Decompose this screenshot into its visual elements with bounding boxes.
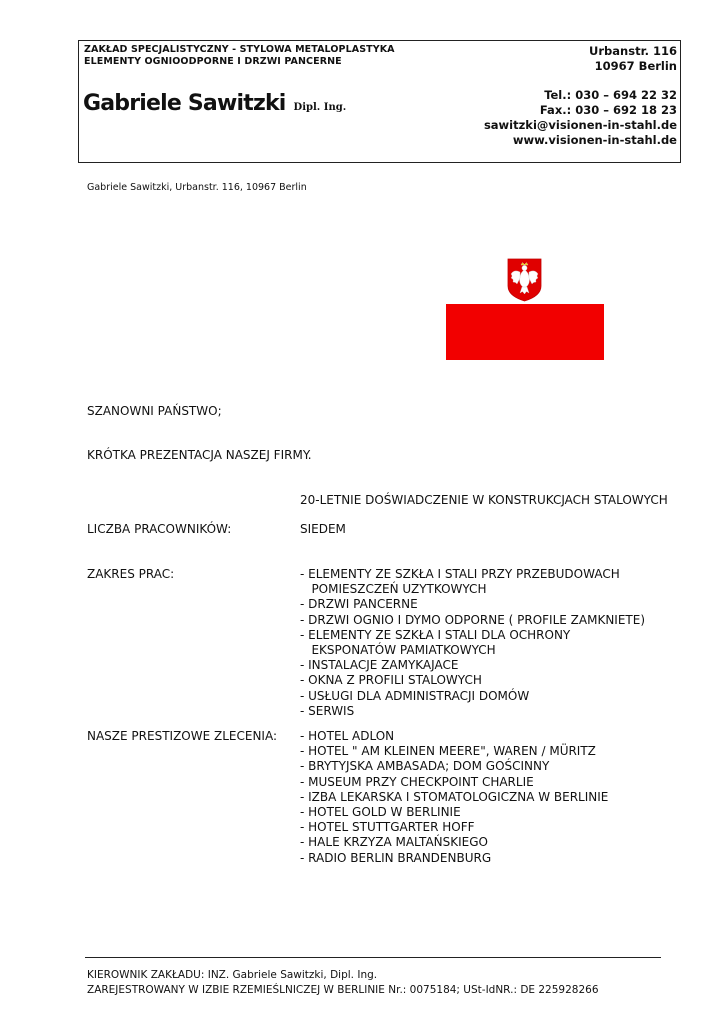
employees-value: SIEDEM — [300, 522, 346, 536]
list-item: - HOTEL STUTTGARTER HOFF — [300, 820, 475, 835]
city: 10967 Berlin — [594, 59, 677, 73]
experience-text: 20-LETNIE DOŚWIADCZENIE W KONSTRUKCJACH STALOWYCH — [300, 493, 668, 507]
references-list — [300, 729, 608, 866]
list-item: - INSTALACJE ZAMYKAJACE — [300, 658, 459, 673]
list-item: - DRZWI OGNIO I DYMO ODPORNE ( PROFILE ZAMKNIETE) — [300, 612, 646, 627]
list-item: - HOTEL " AM KLEINEN MEERE", WAREN / MÜRITZ — [300, 744, 596, 759]
list-item: - MUSEUM PRZY CHECKPOINT CHARLIE — [300, 774, 534, 789]
references-label: NASZE PRESTIZOWE ZLECENIA: — [87, 729, 277, 743]
list-item: - ELEMENTY ZE SZKŁA I STALI PRZY PRZEBUDOWACH — [300, 567, 620, 581]
owner-name: Gabriele Sawitzki — [83, 91, 286, 116]
letterhead-box — [78, 40, 681, 163]
scope-list — [300, 567, 645, 719]
list-item: - HALE KRZYZA MALTAŃSKIEGO — [300, 835, 488, 850]
fax: Fax.: 030 – 692 18 23 — [539, 103, 677, 117]
sender-address-line: Gabriele Sawitzki, Urbanstr. 116, 10967 Berlin — [87, 182, 307, 193]
list-item: - SERWIS — [300, 703, 355, 718]
list-item: - HOTEL GOLD W BERLINIE — [300, 805, 461, 820]
list-item: - DRZWI PANCERNE — [300, 597, 418, 612]
owner-name-block — [83, 91, 346, 116]
list-item: POMIESZCZEŃ UZYTKOWYCH — [300, 582, 487, 597]
footer-manager: KIEROWNIK ZAKŁADU: INZ. Gabriele Sawitzki, Dipl. Ing. — [87, 969, 378, 981]
polish-eagle-icon — [507, 258, 542, 302]
list-item: - IZBA LEKARSKA I STOMATOLOGICZNA W BERLINIE — [300, 789, 609, 804]
list-item: - USŁUGI DLA ADMINISTRACJI DOMÓW — [300, 688, 530, 703]
company-line-1: ZAKŁAD SPECJALISTYCZNY - STYLOWA METALOPLASTYKA — [84, 44, 395, 55]
scope-label: ZAKRES PRAC: — [87, 567, 175, 581]
website-link[interactable]: www.visionen-in-stahl.de — [512, 133, 677, 147]
flag-red-stripe — [446, 304, 604, 360]
footer-divider — [85, 957, 661, 958]
greeting: SZANOWNI PAŃSTWO; — [87, 404, 222, 418]
street: Urbanstr. 116 — [589, 44, 677, 58]
employees-label: LICZBA PRACOWNIKÓW: — [87, 522, 232, 536]
list-item: - RADIO BERLIN BRANDENBURG — [300, 850, 492, 865]
list-item: - OKNA Z PROFILI STALOWYCH — [300, 673, 482, 688]
footer-registration: ZAREJESTROWANY W IZBIE RZEMIEŚLNICZEJ W BERLINIE Nr.: 0075184; USt-IdNR.: DE 225928266 — [87, 984, 599, 996]
email-link[interactable]: sawitzki@visionen-in-stahl.de — [483, 118, 677, 132]
phone: Tel.: 030 – 694 22 32 — [544, 88, 677, 102]
list-item: EKSPONATÓW PAMIATKOWYCH — [300, 643, 496, 658]
polish-flag — [446, 258, 604, 360]
list-item: - HOTEL ADLON — [300, 729, 395, 743]
list-item: - BRYTYJSKA AMBASADA; DOM GOŚCINNY — [300, 759, 550, 774]
company-line-2: ELEMENTY OGNIOODPORNE I DRZWI PANCERNE — [84, 56, 342, 67]
owner-title: Dipl. Ing. — [293, 102, 347, 113]
list-item: - ELEMENTY ZE SZKŁA I STALI DLA OCHRONY — [300, 627, 571, 642]
intro-text: KRÓTKA PREZENTACJA NASZEJ FIRMY. — [87, 448, 312, 462]
